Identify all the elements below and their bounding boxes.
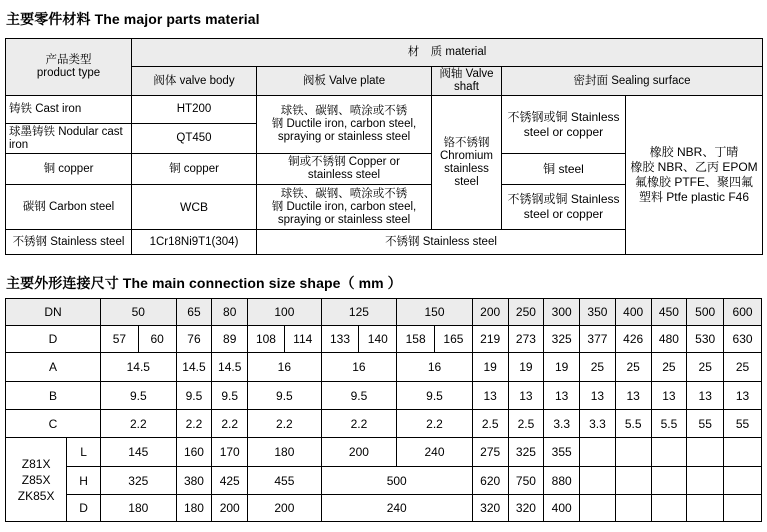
cell-dn-10: 400 [615, 299, 651, 326]
cell-dn-11: 450 [651, 299, 687, 326]
cell-dd-empty [651, 495, 687, 522]
body-carbon-steel: WCB [132, 185, 257, 230]
cell-dn-13: 600 [724, 299, 762, 326]
body-cast-iron: HT200 [132, 96, 257, 124]
cell-h-empty [724, 467, 762, 495]
cell-c-5: 2.2 [397, 410, 473, 438]
cell-dn-6: 200 [472, 299, 508, 326]
label-h: H [67, 467, 101, 495]
cell-b-6: 13 [472, 382, 508, 410]
cell-c-9: 3.3 [580, 410, 616, 438]
cell-d-11: 273 [508, 326, 544, 353]
cell-d-3: 89 [212, 326, 248, 353]
cell-c-11: 5.5 [651, 410, 687, 438]
label-a: A [6, 353, 101, 382]
cell-c-13: 55 [724, 410, 762, 438]
cell-d-5: 114 [284, 326, 321, 353]
cell-h-5: 620 [472, 467, 508, 495]
cell-l-empty [687, 438, 724, 467]
cell-b-9: 13 [580, 382, 616, 410]
cell-dd-1: 180 [176, 495, 212, 522]
cell-dn-9: 350 [580, 299, 616, 326]
cell-a-12: 25 [687, 353, 724, 382]
cell-c-7: 2.5 [508, 410, 544, 438]
cell-dd-empty [687, 495, 724, 522]
cell-dd-2: 200 [212, 495, 248, 522]
cell-h-7: 880 [544, 467, 580, 495]
cell-b-8: 13 [544, 382, 580, 410]
cell-a-8: 19 [544, 353, 580, 382]
dimensions-table [5, 298, 762, 522]
cell-l-empty [615, 438, 651, 467]
row-b [6, 382, 762, 410]
cell-dn-0: 50 [100, 299, 176, 326]
cell-dd-7: 400 [544, 495, 580, 522]
cell-h-6: 750 [508, 467, 544, 495]
body-copper: 铜 copper [132, 154, 257, 185]
rest-stainless: 不锈钢 Stainless steel [257, 230, 626, 255]
label-dd: D [67, 495, 101, 522]
cell-h-empty [687, 467, 724, 495]
cell-b-7: 13 [508, 382, 544, 410]
cell-l-0: 145 [100, 438, 176, 467]
cell-l-empty [651, 438, 687, 467]
cell-a-3: 16 [248, 353, 322, 382]
row-d [6, 326, 762, 353]
cell-dd-3: 200 [248, 495, 322, 522]
cell-b-4: 9.5 [321, 382, 397, 410]
cell-dn-4: 125 [321, 299, 397, 326]
cell-d-15: 480 [651, 326, 687, 353]
type-copper: 铜 copper [6, 154, 132, 185]
row-h [6, 467, 762, 495]
cell-l-5: 240 [397, 438, 473, 467]
seal-carbon-steel: 不锈钢或铜 Stainless steel or copper [502, 185, 626, 230]
body-stainless: 1Cr18Ni9T1(304) [132, 230, 257, 255]
label-dn: DN [6, 299, 101, 326]
cell-d-13: 377 [580, 326, 616, 353]
header-sealing-surface: 密封面 Sealing surface [502, 67, 763, 96]
cell-b-5: 9.5 [397, 382, 473, 410]
cell-c-2: 2.2 [212, 410, 248, 438]
type-carbon-steel: 碳钢 Carbon steel [6, 185, 132, 230]
dimensions-title: 主要外形连接尺寸 The main connection size shape（ mm ） [6, 275, 402, 291]
cell-dd-5: 320 [472, 495, 508, 522]
row-dn [6, 299, 762, 326]
cell-dn-8: 300 [544, 299, 580, 326]
cell-l-6: 275 [472, 438, 508, 467]
cell-l-empty [580, 438, 616, 467]
row-c [6, 410, 762, 438]
cell-dn-7: 250 [508, 299, 544, 326]
cell-h-4: 500 [321, 467, 472, 495]
cell-h-empty [580, 467, 616, 495]
cell-b-0: 9.5 [100, 382, 176, 410]
cell-h-empty [651, 467, 687, 495]
cell-c-4: 2.2 [321, 410, 397, 438]
cell-dd-0: 180 [100, 495, 176, 522]
cell-c-12: 55 [687, 410, 724, 438]
cell-d-2: 76 [176, 326, 212, 353]
cell-d-1: 60 [138, 326, 176, 353]
cell-d-10: 219 [472, 326, 508, 353]
cell-l-4: 200 [321, 438, 397, 467]
cell-dd-empty [724, 495, 762, 522]
cell-c-8: 3.3 [544, 410, 580, 438]
cell-dn-12: 500 [687, 299, 724, 326]
header-material: 材 质 material [132, 39, 763, 67]
cell-d-6: 133 [321, 326, 359, 353]
cell-d-4: 108 [248, 326, 285, 353]
cell-d-14: 426 [615, 326, 651, 353]
cell-b-11: 13 [651, 382, 687, 410]
cell-dn-3: 100 [248, 299, 322, 326]
cell-b-13: 13 [724, 382, 762, 410]
shaft-material: 铬不锈钢 Chromium stainless steel [432, 96, 502, 230]
label-l: L [67, 438, 101, 467]
seal-iron: 不锈钢或铜 Stainless steel or copper [502, 96, 626, 154]
cell-a-9: 25 [580, 353, 616, 382]
label-d: D [6, 326, 101, 353]
type-nodular: 球墨铸铁 Nodular cast iron [6, 124, 132, 154]
seal-rubber: 橡胶 NBR、丁晴 橡胶 NBR、乙丙 EPOM 氟橡胶 PTFE、聚四氟 塑料 Ptfe plastic F46 [626, 96, 763, 255]
cell-a-1: 14.5 [176, 353, 212, 382]
cell-l-empty [724, 438, 762, 467]
cell-dn-5: 150 [397, 299, 473, 326]
cell-a-7: 19 [508, 353, 544, 382]
cell-d-7: 140 [359, 326, 397, 353]
cell-d-8: 158 [397, 326, 435, 353]
cell-l-7: 325 [508, 438, 544, 467]
plate-carbon-steel: 球铁、碳钢、喷涂或不锈 钢 Ductile iron, carbon steel, spraying or stainless steel [257, 185, 432, 230]
materials-table [5, 38, 763, 255]
cell-b-2: 9.5 [212, 382, 248, 410]
cell-a-13: 25 [724, 353, 762, 382]
cell-h-3: 455 [248, 467, 322, 495]
cell-dd-empty [615, 495, 651, 522]
seal-copper: 铜 steel [502, 154, 626, 185]
cell-d-9: 165 [435, 326, 473, 353]
cell-b-10: 13 [615, 382, 651, 410]
cell-dn-1: 65 [176, 299, 212, 326]
cell-c-10: 5.5 [615, 410, 651, 438]
label-b: B [6, 382, 101, 410]
cell-c-6: 2.5 [472, 410, 508, 438]
cell-d-16: 530 [687, 326, 724, 353]
cell-d-17: 630 [724, 326, 762, 353]
cell-a-10: 25 [615, 353, 651, 382]
cell-dn-2: 80 [212, 299, 248, 326]
header-product-type: 产品类型 product type [6, 39, 132, 96]
header-valve-body: 阀体 valve body [132, 67, 257, 96]
cell-h-2: 425 [212, 467, 248, 495]
materials-title: 主要零件材料 The major parts material [6, 11, 260, 27]
type-cast-iron: 铸铁 Cast iron [6, 96, 132, 124]
row-dd [6, 495, 762, 522]
plate-copper: 铜或不锈钢 Copper or stainless steel [257, 154, 432, 185]
cell-b-12: 13 [687, 382, 724, 410]
cell-b-1: 9.5 [176, 382, 212, 410]
header-valve-shaft: 阀轴 Valve shaft [432, 67, 502, 96]
cell-h-1: 380 [176, 467, 212, 495]
cell-a-0: 14.5 [100, 353, 176, 382]
cell-h-empty [615, 467, 651, 495]
cell-l-2: 170 [212, 438, 248, 467]
cell-c-1: 2.2 [176, 410, 212, 438]
cell-a-2: 14.5 [212, 353, 248, 382]
row-l [6, 438, 762, 467]
cell-c-3: 2.2 [248, 410, 322, 438]
cell-dd-empty [580, 495, 616, 522]
cell-h-0: 325 [100, 467, 176, 495]
label-c: C [6, 410, 101, 438]
header-valve-plate: 阀板 Valve plate [257, 67, 432, 96]
cell-d-0: 57 [100, 326, 138, 353]
cell-l-3: 180 [248, 438, 322, 467]
cell-dd-4: 240 [321, 495, 472, 522]
cell-dd-6: 320 [508, 495, 544, 522]
cell-l-1: 160 [176, 438, 212, 467]
cell-a-4: 16 [321, 353, 397, 382]
plate-iron: 球铁、碳钢、喷涂或不锈 钢 Ductile iron, carbon steel, spraying or stainless steel [257, 96, 432, 154]
cell-b-3: 9.5 [248, 382, 322, 410]
body-nodular: QT450 [132, 124, 257, 154]
cell-d-12: 325 [544, 326, 580, 353]
cell-a-11: 25 [651, 353, 687, 382]
model-label: Z81X Z85X ZK85X [6, 438, 67, 522]
cell-c-0: 2.2 [100, 410, 176, 438]
type-stainless: 不锈钢 Stainless steel [6, 230, 132, 255]
cell-a-6: 19 [472, 353, 508, 382]
cell-a-5: 16 [397, 353, 473, 382]
cell-l-8: 355 [544, 438, 580, 467]
row-a [6, 353, 762, 382]
